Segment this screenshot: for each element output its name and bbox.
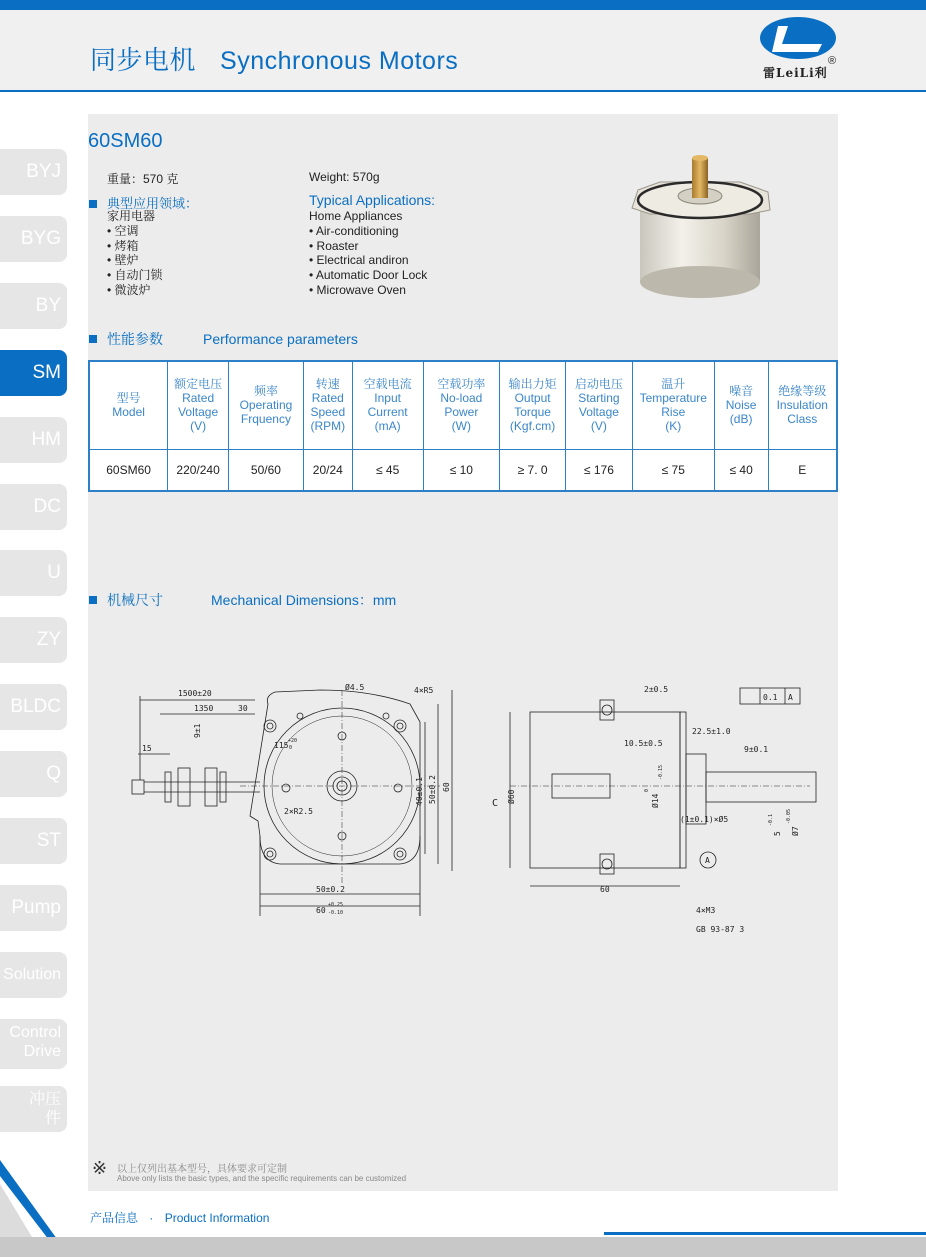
app-item-cn: • 微波炉 bbox=[107, 282, 151, 297]
footer-label bbox=[90, 1209, 269, 1226]
cell-rated-voltage: 220/240 bbox=[168, 449, 229, 491]
front-view bbox=[132, 682, 452, 916]
footer-separator: · bbox=[149, 1211, 154, 1225]
drawing-label: 22.5±1.0 bbox=[692, 727, 731, 736]
column-header-frequency: 频率 Operating Frquency bbox=[229, 361, 304, 449]
sidebar-item-u[interactable]: U bbox=[0, 550, 67, 596]
motor-product-image bbox=[620, 152, 780, 304]
column-header-temperature-rise: 温升 Temperature Rise (K) bbox=[632, 361, 714, 449]
sidebar-item-control-drive[interactable]: Control Drive bbox=[0, 1019, 67, 1069]
cell-input-current: ≤ 45 bbox=[352, 449, 423, 491]
drawing-label: Ø7 bbox=[791, 826, 800, 836]
sidebar-item-pump[interactable]: Pump bbox=[0, 885, 67, 931]
mechanical-heading bbox=[89, 590, 396, 610]
drawing-label: A bbox=[705, 856, 710, 865]
logo-registered-mark: ® bbox=[828, 55, 837, 67]
column-header-output-torque: 输出力矩 Output Torque (Kgf.cm) bbox=[500, 361, 566, 449]
app-item-en: • Roaster bbox=[309, 238, 359, 253]
drawing-label: (1±0.1)×Ø5 bbox=[680, 815, 729, 824]
drawing-label: C bbox=[492, 798, 499, 809]
cell-output-torque: ≥ 7. 0 bbox=[500, 449, 566, 491]
title-en: Synchronous Motors bbox=[220, 47, 459, 75]
drawing-label: 15 bbox=[142, 744, 152, 753]
drawing-label: A bbox=[788, 693, 793, 702]
drawing-label: 1350 bbox=[194, 704, 214, 713]
drawing-label: 4×M3 bbox=[696, 906, 716, 915]
applications-heading-en: Typical Applications: bbox=[309, 192, 436, 208]
table-header-row bbox=[89, 361, 837, 449]
drawing-label: -0.15 bbox=[658, 764, 664, 780]
drawing-label: -0.10 bbox=[328, 910, 344, 916]
app-item-en: Home Appliances bbox=[309, 209, 403, 223]
bullet-square-icon bbox=[89, 335, 97, 343]
column-header-rated-speed: 转速 Rated Speed (RPM) bbox=[303, 361, 352, 449]
sidebar-item-zy[interactable]: ZY bbox=[0, 617, 67, 663]
sidebar-item-hm[interactable]: HM bbox=[0, 417, 67, 463]
sidebar-item-solution[interactable]: Solution bbox=[0, 952, 67, 998]
sidebar-item-q[interactable]: Q bbox=[0, 751, 67, 797]
drawing-label: 60 bbox=[600, 885, 610, 894]
app-item-en: • Air-conditioning bbox=[309, 223, 399, 238]
cell-model: 60SM60 bbox=[89, 449, 168, 491]
performance-heading bbox=[89, 329, 358, 349]
performance-table bbox=[88, 360, 838, 492]
cell-noload-power: ≤ 10 bbox=[423, 449, 500, 491]
column-header-input-current: 空载电流 Input Current (mA) bbox=[352, 361, 423, 449]
reference-mark-icon: ※ bbox=[92, 1158, 108, 1178]
sidebar-item-st[interactable]: ST bbox=[0, 818, 67, 864]
cell-insulation-class: E bbox=[768, 449, 837, 491]
drawing-label: 60 bbox=[442, 782, 451, 792]
drawing-label: Ø14 bbox=[651, 793, 660, 808]
drawing-label: 9±0.1 bbox=[744, 745, 769, 754]
drawing-label: -0.05 bbox=[786, 808, 792, 824]
footer-bar bbox=[0, 1237, 926, 1257]
drawing-label: 60 bbox=[316, 906, 326, 915]
sidebar-item-by[interactable]: BY bbox=[0, 283, 67, 329]
drawing-label: Ø4.5 bbox=[345, 683, 365, 692]
cell-frequency: 50/60 bbox=[229, 449, 304, 491]
app-item-cn: • 壁炉 bbox=[107, 253, 139, 268]
footnote-cn: 以上仅列出基本型号，具体要求可定制 bbox=[117, 1164, 287, 1175]
table-row bbox=[89, 449, 837, 491]
app-item-en: • Electrical andiron bbox=[309, 253, 409, 268]
drawing-label: 50±0.2 bbox=[316, 885, 345, 894]
logo-text: 雷LeiLi利 bbox=[763, 66, 828, 80]
drawing-label: 4×R5 bbox=[414, 686, 434, 695]
applications-list-cn bbox=[107, 209, 163, 298]
mechanical-heading-cn: 机械尺寸 bbox=[107, 592, 163, 608]
mechanical-drawing bbox=[120, 676, 820, 946]
mechanical-heading-en: Mechanical Dimensions：mm bbox=[211, 592, 397, 608]
applications-heading-cn-label: 典型应用领域： bbox=[107, 196, 199, 211]
drawing-label: +20 bbox=[288, 738, 298, 744]
drawing-label: -0.1 bbox=[768, 813, 774, 826]
top-accent-bar bbox=[0, 0, 926, 10]
sidebar-item-byj[interactable]: BYJ bbox=[0, 149, 67, 195]
column-header-model: 型号 Model bbox=[89, 361, 168, 449]
drawing-label: 1500±20 bbox=[178, 689, 212, 698]
drawing-label: 0 bbox=[644, 788, 650, 792]
drawing-label: GB 93-87 3 bbox=[696, 925, 745, 934]
drawing-label: 50±0.2 bbox=[428, 775, 437, 804]
sidebar-item-stamping[interactable]: 冲压 件 bbox=[0, 1086, 67, 1132]
drawing-label: 30 bbox=[238, 704, 248, 713]
drawing-label: 0.1 bbox=[763, 693, 778, 702]
applications-list-en bbox=[309, 209, 427, 298]
title-cn: 同步电机 bbox=[90, 45, 197, 75]
sidebar-item-byg[interactable]: BYG bbox=[0, 216, 67, 262]
sidebar-item-bldc[interactable]: BLDC bbox=[0, 684, 67, 730]
cell-rated-speed: 20/24 bbox=[303, 449, 352, 491]
bullet-square-icon bbox=[89, 200, 97, 208]
drawing-label: 9±1 bbox=[193, 723, 202, 738]
performance-heading-cn: 性能参数 bbox=[107, 331, 163, 347]
footer-accent-line bbox=[604, 1232, 926, 1235]
footer-label-en: Product Information bbox=[164, 1211, 270, 1225]
cell-starting-voltage: ≤ 176 bbox=[566, 449, 633, 491]
column-header-insulation-class: 绝缘等级 Insulation Class bbox=[768, 361, 837, 449]
column-header-rated-voltage: 额定电压 Rated Voltage (V) bbox=[168, 361, 229, 449]
cell-noise: ≤ 40 bbox=[714, 449, 768, 491]
drawing-label: 10.5±0.5 bbox=[624, 739, 663, 748]
app-item-cn: • 烤箱 bbox=[107, 238, 139, 253]
drawing-label: 0 bbox=[289, 745, 293, 751]
drawing-label: Ø60 bbox=[507, 789, 516, 804]
app-item-en: • Microwave Oven bbox=[309, 282, 406, 297]
performance-heading-en: Performance parameters bbox=[203, 331, 358, 347]
weight-en: Weight: 570g bbox=[309, 170, 380, 184]
side-view bbox=[492, 685, 816, 934]
app-item-cn: • 空调 bbox=[107, 223, 139, 238]
footer-label-cn: 产品信息 bbox=[90, 1211, 139, 1225]
column-header-starting-voltage: 启动电压 Starting Voltage (V) bbox=[566, 361, 633, 449]
page-title bbox=[90, 40, 458, 77]
column-header-noise: 噪音 Noise (dB) bbox=[714, 361, 768, 449]
model-title: 60SM60 bbox=[88, 130, 163, 152]
column-header-noload-power: 空载功率 No-load Power (W) bbox=[423, 361, 500, 449]
drawing-label: 115 bbox=[274, 741, 289, 750]
bullet-square-icon bbox=[89, 596, 97, 604]
app-item-cn: 家用电器 bbox=[107, 209, 156, 223]
app-item-cn: • 自动门锁 bbox=[107, 268, 163, 283]
sidebar-item-sm[interactable]: SM bbox=[0, 350, 67, 396]
drawing-label: 2±0.5 bbox=[644, 685, 669, 694]
cell-temperature-rise: ≤ 75 bbox=[632, 449, 714, 491]
drawing-label: +0.25 bbox=[328, 902, 344, 908]
footnote bbox=[92, 1158, 407, 1183]
app-item-en: • Automatic Door Lock bbox=[309, 268, 428, 283]
weight-cn: 重量：570 克 bbox=[107, 172, 179, 186]
drawing-label: 2×R2.5 bbox=[284, 807, 313, 816]
drawing-label: 5 bbox=[773, 831, 782, 836]
drawing-label: 40±0.1 bbox=[415, 777, 424, 806]
sidebar-item-dc[interactable]: DC bbox=[0, 484, 67, 530]
footnote-en: Above only lists the basic types, and the specific requirements can be customized bbox=[117, 1174, 407, 1183]
